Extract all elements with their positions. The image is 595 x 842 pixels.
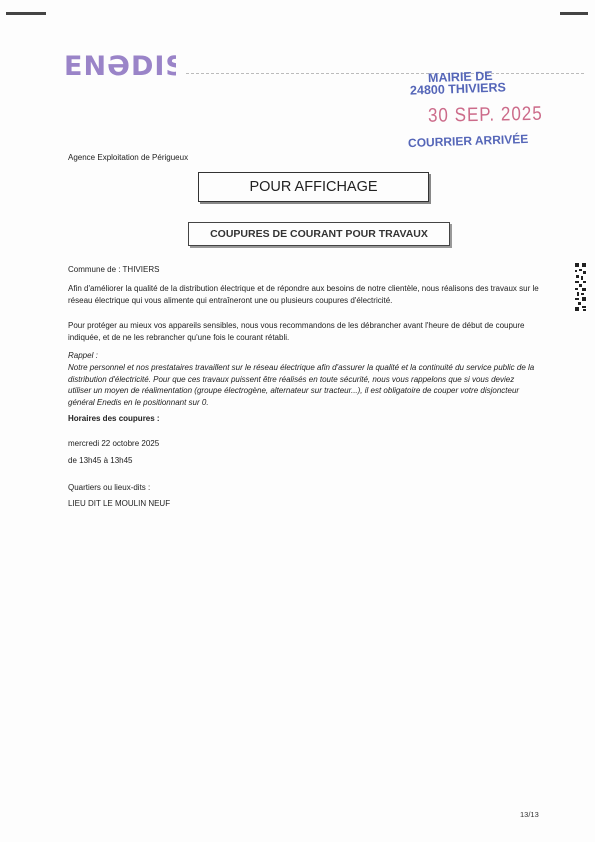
page-number: 13/13 bbox=[520, 810, 539, 819]
scan-mark-right bbox=[560, 12, 588, 15]
reminder-text: Notre personnel et nos prestataires travaillent sur le réseau électrique afin d'assurer la qualité et la continuité du service public de la distribution d'électricité. Pour que ces travaux puissent être réalisés en toute sécurité, nous vous rappelons que si vous deviez utiliser un moyen de réalimentation (groupe électrogène, alternateur sur tracteur...), il est obligatoire de couper votre disjoncteur général Enedis en le positionnant sur 0. bbox=[68, 363, 535, 407]
stamp-line1: MAIRIE DE bbox=[427, 68, 493, 86]
agency-name: Agence Exploitation de Périgueux bbox=[68, 153, 189, 162]
stamp-line3: COURRIER ARRIVÉE bbox=[407, 131, 529, 151]
reminder-label: Rappel : bbox=[68, 351, 98, 360]
stamp-date: 30 SEP. 2025 bbox=[427, 102, 543, 127]
enedis-logo-mark bbox=[64, 50, 176, 80]
commune-line: Commune de : THIVIERS bbox=[68, 265, 160, 274]
subtitle-box: COUPURES DE COURANT POUR TRAVAUX bbox=[188, 222, 450, 246]
qr-code bbox=[574, 262, 587, 312]
intro-paragraph: Afin d'améliorer la qualité de la distribution électrique et de répondre aux besoins de notre clientèle, nous réalisons des travaux sur le réseau électrique qui vous alimente qui entraîneront une ou plusieurs coupures d'électricité. bbox=[68, 284, 539, 305]
svg-text:ENƏDIS: ENƏDIS bbox=[64, 51, 176, 80]
areas-value: LIEU DIT LE MOULIN NEUF bbox=[68, 499, 171, 508]
hours-time: de 13h45 à 13h45 bbox=[68, 456, 133, 465]
hours-date: mercredi 22 octobre 2025 bbox=[68, 439, 160, 448]
advice-paragraph: Pour protéger au mieux vos appareils sensibles, nous vous recommandons de les débrancher avant l'heure de début de coupure indiquée, et de ne les rebrancher qu'une fois le courant rétabli. bbox=[68, 321, 525, 342]
header-rule bbox=[186, 73, 584, 74]
enedis-logo bbox=[64, 50, 176, 87]
areas-heading: Quartiers ou lieux-dits : bbox=[68, 483, 151, 492]
hours-heading: Horaires des coupures : bbox=[68, 414, 160, 423]
scan-mark-left bbox=[6, 12, 46, 15]
title-box: POUR AFFICHAGE bbox=[198, 172, 429, 202]
stamp-line2: 24800 THIVIERS bbox=[409, 80, 507, 98]
